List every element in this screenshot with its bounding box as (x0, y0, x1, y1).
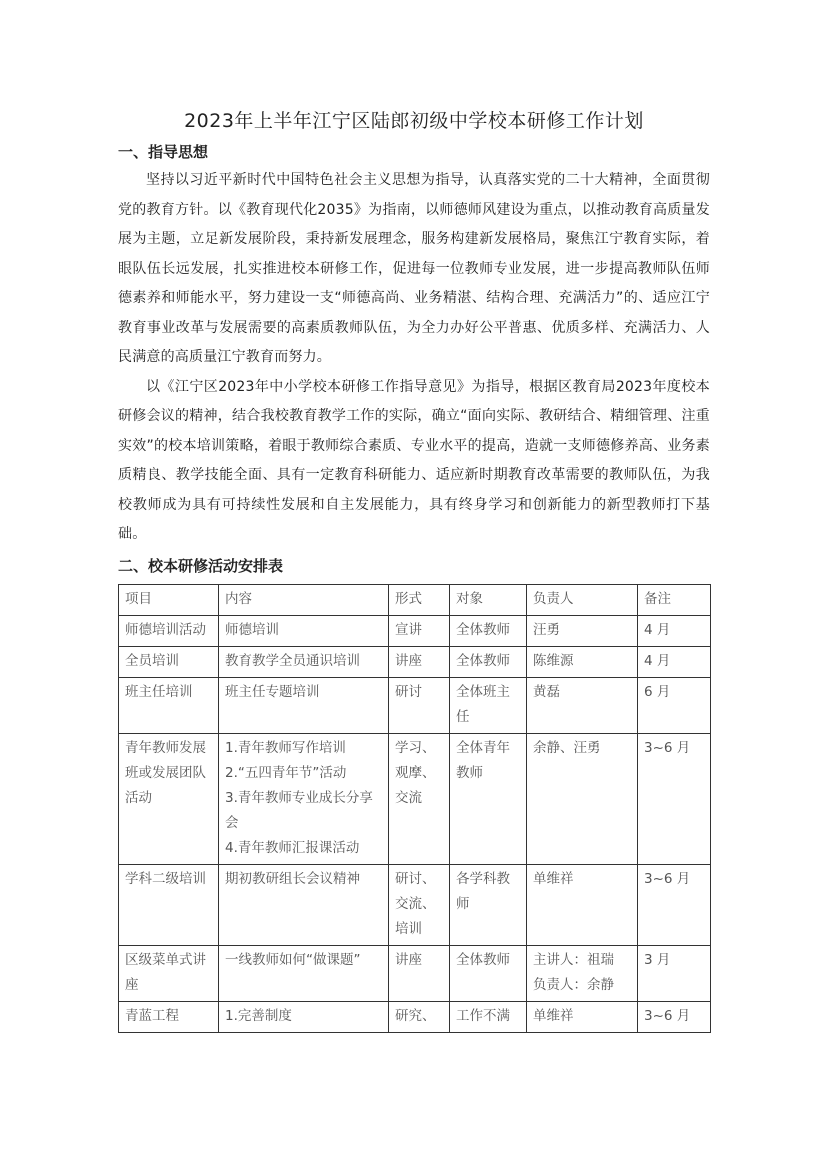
cell-owner (527, 1001, 638, 1032)
cell-note: 6 月 (638, 677, 711, 733)
header-cell: 内容 (219, 584, 389, 615)
cell-owner (527, 864, 638, 945)
header-cell: 对象 (450, 584, 527, 615)
cell-item: 学科二级培训 (119, 864, 219, 945)
owner-line: 单维祥 (533, 1007, 574, 1024)
cell-form: 研究、 (389, 1001, 450, 1032)
cell-form: 学习、观摩、交流 (389, 733, 450, 864)
cell-form: 宣讲 (389, 615, 450, 646)
cell-target: 全体教师 (450, 945, 527, 1001)
cell-target: 全体青年教师 (450, 733, 527, 864)
table-header-row (119, 584, 711, 615)
activity-schedule-table (118, 584, 711, 1033)
table-row (119, 864, 711, 945)
cell-content (219, 615, 389, 646)
cell-note: 3~6 月 (638, 1001, 711, 1032)
content-line: 班主任专题培训 (225, 683, 320, 700)
cell-content (219, 1001, 389, 1032)
cell-content (219, 677, 389, 733)
owner-line: 负责人：余静 (533, 976, 614, 993)
paragraph-training-strategy: 以《江宁区2023年中小学校本研修工作指导意见》为指导，根据区教育局2023年度校本研修会议的精神，结合我校教育教学工作的实际，确立“面向实际、教研结合、精细管理、注重实效”的校本培训策略，着眼于教师综合素质、专业水平的提高，造就一支师德修养高、业务素质精良、教学技能全面、具有一定教育科研能力、适应新时期教育改革需要的教师队伍，为我校教师成为具有可持续性发展和自主发展能力，具有终身学习和创新能力的新型教师打下基础。 (118, 378, 710, 542)
cell-owner (527, 677, 638, 733)
owner-line: 单维祥 (533, 870, 574, 887)
cell-note: 4 月 (638, 646, 711, 677)
cell-note: 4 月 (638, 615, 711, 646)
cell-note: 3~6 月 (638, 864, 711, 945)
cell-owner (527, 615, 638, 646)
header-cell: 负责人 (527, 584, 638, 615)
content-line: 一线教师如何“做课题” (225, 951, 361, 968)
owner-line: 主讲人：祖瑞 (533, 951, 614, 968)
table-row (119, 1001, 711, 1032)
owner-line: 黄磊 (533, 683, 560, 700)
header-cell: 形式 (389, 584, 450, 615)
content-line: 4.青年教师汇报课活动 (225, 839, 360, 856)
cell-note: 3~6 月 (638, 733, 711, 864)
cell-form: 研讨、交流、培训 (389, 864, 450, 945)
cell-content (219, 864, 389, 945)
section-heading-activity-schedule: 二、校本研修活动安排表 (118, 556, 284, 575)
cell-note: 3 月 (638, 945, 711, 1001)
cell-item: 区级菜单式讲座 (119, 945, 219, 1001)
cell-target: 工作不满 (450, 1001, 527, 1032)
cell-target: 全体教师 (450, 646, 527, 677)
document-title: 2023年上半年江宁区陆郎初级中学校本研修工作计划 (184, 110, 644, 132)
document-page (118, 104, 710, 1033)
cell-item: 青蓝工程 (119, 1001, 219, 1032)
owner-line: 余静、汪勇 (533, 739, 601, 756)
cell-item: 师德培训活动 (119, 615, 219, 646)
cell-form: 研讨 (389, 677, 450, 733)
table-row (119, 646, 711, 677)
header-cell: 备注 (638, 584, 711, 615)
cell-owner (527, 945, 638, 1001)
table-row (119, 677, 711, 733)
owner-line: 陈维源 (533, 652, 574, 669)
header-cell: 项目 (119, 584, 219, 615)
cell-target: 各学科教师 (450, 864, 527, 945)
content-line: 期初教研组长会议精神 (225, 870, 360, 887)
cell-form: 讲座 (389, 945, 450, 1001)
cell-target: 全体班主任 (450, 677, 527, 733)
paragraph-guiding-ideology: 坚持以习近平新时代中国特色社会主义思想为指导，认真落实党的二十大精神，全面贯彻党的教育方针。以《教育现代化2035》为指南，以师德师风建设为重点，以推动教育高质量发展为主题，立足新发展阶段，秉持新发展理念，服务构建新发展格局，聚焦江宁教育实际，着眼队伍长远发展，扎实推进校本研修工作，促进每一位教师专业发展，进一步提高教师队伍师德素养和师能水平，努力建设一支“师德高尚、业务精湛、结构合理、充满活力”的、适应江宁教育事业改革与发展需要的高素质教师队伍，为全力办好公平普惠、优质多样、充满活力、人民满意的高质量江宁教育而努力。 (118, 172, 710, 365)
content-line: 3.青年教师专业成长分享会 (225, 789, 373, 831)
cell-content (219, 945, 389, 1001)
content-line: 2.“五四青年节”活动 (225, 764, 347, 781)
table-row (119, 733, 711, 864)
cell-content (219, 733, 389, 864)
cell-item: 班主任培训 (119, 677, 219, 733)
content-line: 教育教学全员通识培训 (225, 652, 360, 669)
content-line: 1.青年教师写作培训 (225, 739, 346, 756)
content-line: 师德培训 (225, 621, 279, 638)
cell-form: 讲座 (389, 646, 450, 677)
cell-target: 全体教师 (450, 615, 527, 646)
content-line: 1.完善制度 (225, 1007, 292, 1024)
owner-line: 汪勇 (533, 621, 560, 638)
cell-item: 全员培训 (119, 646, 219, 677)
cell-owner (527, 646, 638, 677)
cell-item: 青年教师发展班或发展团队活动 (119, 733, 219, 864)
table-row (119, 615, 711, 646)
cell-owner (527, 733, 638, 864)
section-heading-guiding-ideology: 一、指导思想 (118, 143, 209, 161)
table-row (119, 945, 711, 1001)
cell-content (219, 646, 389, 677)
